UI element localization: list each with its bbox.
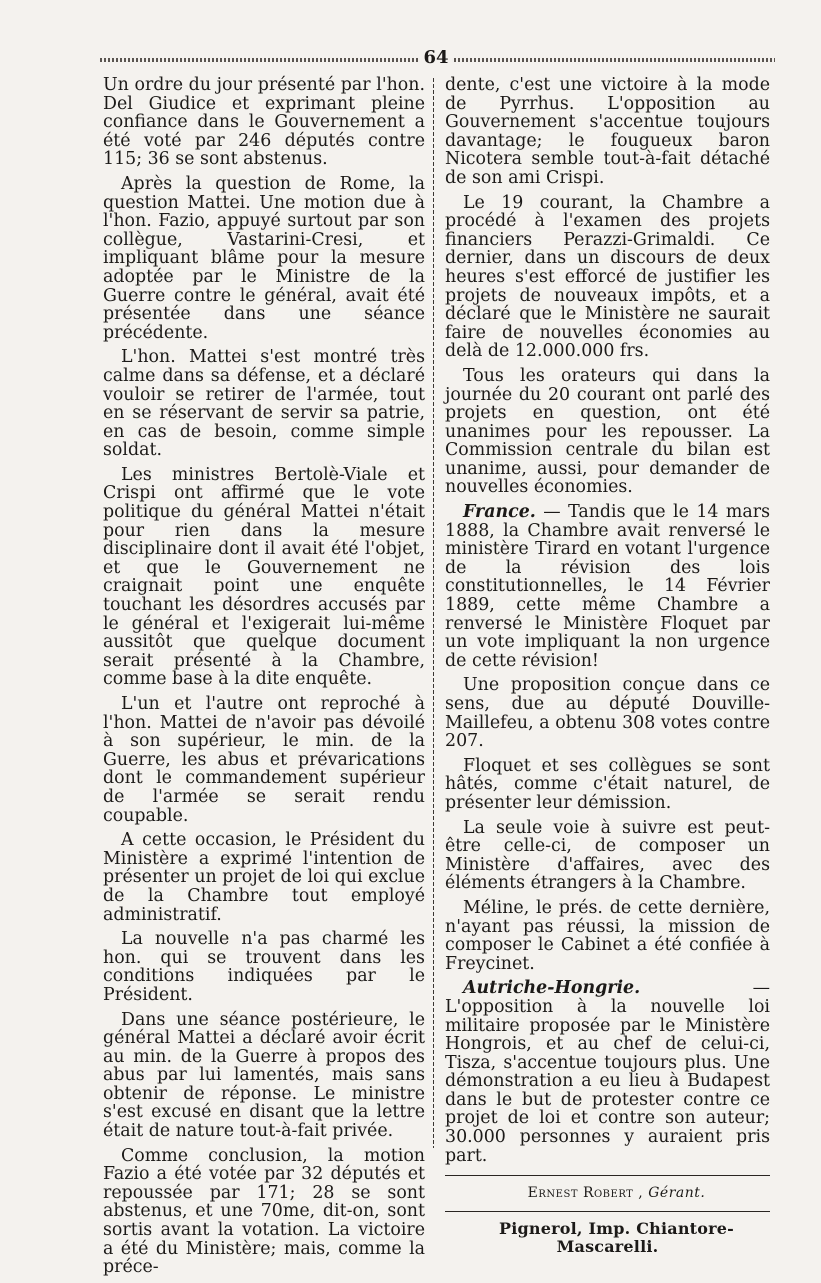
paragraph: Tous les orateurs qui dans la journée du 20 courant ont parlé des projets en question, ont été unanimes pour les repousser. La Commission centrale du bilan est unanime, aussi, pour demander de nouvelles économies. bbox=[445, 365, 770, 498]
austria-section bbox=[445, 979, 770, 1165]
paragraph: Un ordre du jour présenté par l'hon. Del Giudice et exprimant pleine confiance dans le Gouvernement a été voté par 246 députés contre 115; 36 se sont abstenus. bbox=[103, 75, 425, 170]
section-heading-france: France. bbox=[463, 502, 536, 523]
paragraph: Méline, le prés. de cette dernière, n'ayant pas réussi, la mission de composer le Cabinet a été confiée à Freycinet. bbox=[445, 897, 770, 974]
austria-text: — L'opposition à la nouvelle loi militaire proposée par le Ministère Hongrois, et au chef de celui-ci, Tisza, s'accentue toujours plus. Une démonstration a eu lieu à Budapest dans le but de protester contre ce projet de loi et contre son auteur; 30.000 personnes y auraient pris part. bbox=[445, 978, 770, 1166]
paragraph: Le 19 courant, la Chambre a procédé à l'examen des projets financiers Perazzi-Grimaldi. Ce dernier, dans un discours de deux heures s'est efforcé de justifier les projets de nouveaux impôts, et a déclaré que le Ministère ne saurait faire de nouvelles économies au delà de 12.000.000 frs. bbox=[445, 192, 770, 362]
paragraph: L'hon. Mattei s'est montré très calme dans sa défense, et a déclaré vouloir se retirer de l'armée, tout en se réservant de servir sa patrie, en cas de besoin, comme simple soldat. bbox=[103, 347, 425, 461]
signature-separator: , bbox=[633, 1185, 649, 1202]
paragraph: Dans une séance postérieure, le général Mattei a déclaré avoir écrit au min. de la Guerre à propos des abus par lui lamentés, mais sans obtenir de réponse. Le ministre s'est excusé en disant que la lettre était de nature tout-à-fait privée. bbox=[103, 1009, 425, 1142]
signature-role: Gérant. bbox=[648, 1185, 706, 1202]
paragraph: Après la question de Rome, la question Mattei. Une motion due à l'hon. Fazio, appuyé surtout par son collègue, Vastarini-Cresi, et impliquant blâme pour la mesure adoptée par le Ministre de la Guerre contre le général, avait été présentée dans une séance précédente. bbox=[103, 173, 425, 343]
paragraph: Comme conclusion, la motion Fazio a été votée par 32 députés et repoussée par 171; 28 se sont abstenus, et une 70me, dit-on, sont sortis avant la votation. La victoire a été du Ministère; mais, comme la préce- bbox=[103, 1145, 425, 1278]
right-column bbox=[445, 76, 770, 1257]
signature-name: Ernest Robert bbox=[527, 1185, 634, 1202]
paragraph: A cette occasion, le Président du Ministère a exprimé l'intention de présenter un projet de loi qui exclue de la Chambre tout employé administratif. bbox=[103, 830, 425, 925]
header-rule-right bbox=[454, 58, 775, 62]
paragraph: Une proposition conçue dans ce sens, due au député Douville-Maillefeu, a obtenu 308 votes contre 207. bbox=[445, 675, 770, 752]
signature bbox=[445, 1184, 770, 1203]
header-rule-left bbox=[100, 58, 418, 62]
page-header bbox=[100, 46, 775, 72]
section-heading-austria: Autriche-Hongrie. bbox=[463, 978, 641, 999]
paragraph: Floquet et ses collègues se sont hâtés, comme c'était naturel, de présenter leur démission. bbox=[445, 755, 770, 813]
left-column bbox=[103, 76, 425, 1283]
france-text: — Tandis que le 14 mars 1888, la Chambre avait renversé le ministère Tirard en votant l'urgence de la révision des lois constitutionnelles, le 14 Février 1889, cette même Chambre a renversé le Ministère Floquet par un vote impliquant la non urgence de cette révision! bbox=[445, 502, 770, 671]
imprint-rule bbox=[445, 1211, 770, 1212]
column-divider bbox=[433, 78, 434, 1148]
france-section bbox=[445, 503, 770, 670]
paragraph: La nouvelle n'a pas charmé les hon. qui se trouvent dans les conditions indiquées par le Président. bbox=[103, 929, 425, 1005]
paragraph: Les ministres Bertolè-Viale et Crispi ont affirmé que le vote politique du général Mattei n'était pour rien dans la mesure disciplinaire dont il avait été l'objet, et que le Gouvernement ne craignait point une enquête touchant les désordres accusés par le général et l'exigerait lui-même aussitôt que quelque document serait présenté à la Chambre, comme base à la dite enquête. bbox=[103, 464, 425, 690]
paragraph: L'un et l'autre ont reproché à l'hon. Mattei de n'avoir pas dévoilé à son supérieur, le min. de la Guerre, les abus et prévarications dont le commandement supérieur de l'armée se serait rendu coupable. bbox=[103, 694, 425, 826]
imprint: Pignerol, Imp. Chiantore-Mascarelli. bbox=[499, 1218, 734, 1257]
signature-rule bbox=[445, 1175, 770, 1176]
page-number: 64 bbox=[423, 47, 449, 68]
paragraph: dente, c'est une victoire à la mode de Pyrrhus. L'opposition au Gouvernement s'accentue toujours davantage; le fougueux baron Nicotera semble tout-à-fait détaché de son ami Crispi. bbox=[445, 75, 770, 188]
paragraph: La seule voie à suivre est peut-être celle-ci, de composer un Ministère d'affaires, avec des éléments étrangers à la Chambre. bbox=[445, 817, 770, 894]
